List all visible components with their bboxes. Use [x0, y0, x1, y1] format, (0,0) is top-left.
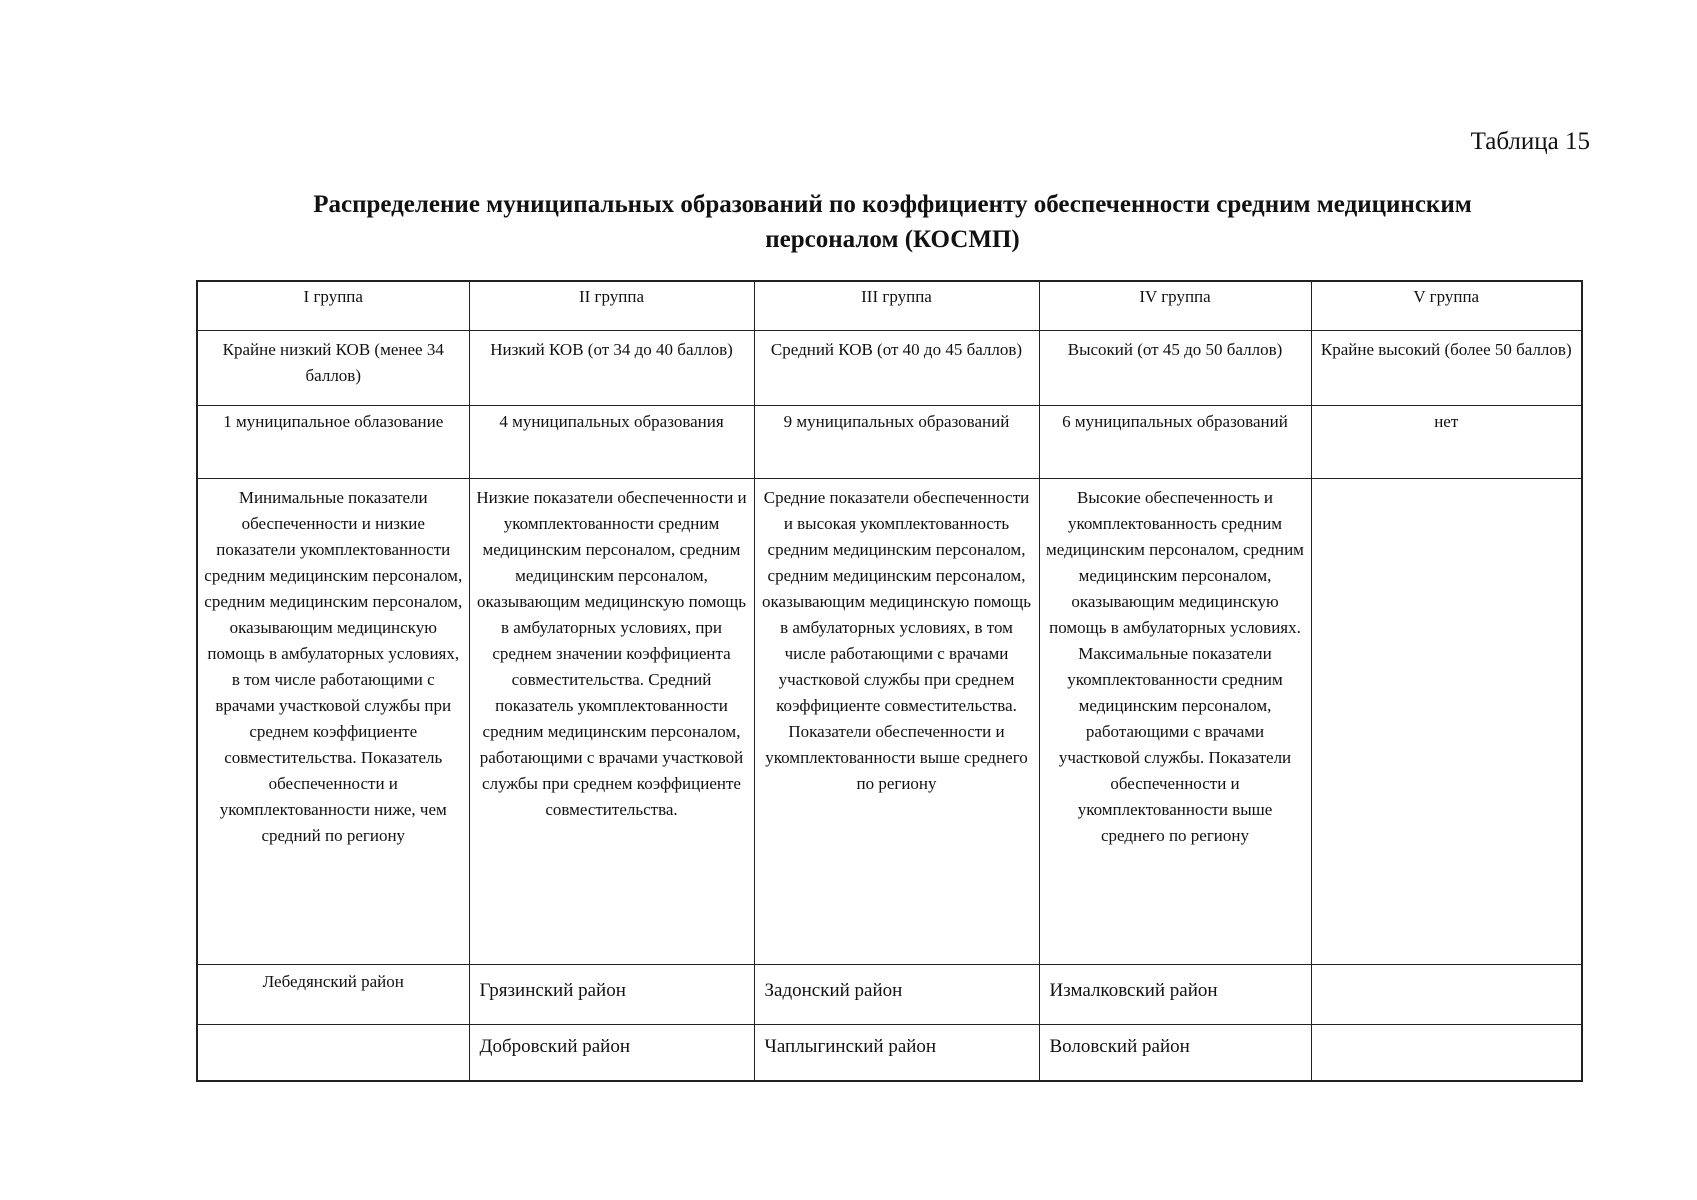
district-cell: Задонский район [754, 965, 1039, 1025]
municipality-count-cell: 9 муниципальных образований [754, 406, 1039, 479]
score-range-row [197, 331, 1582, 406]
municipality-count-cell: 1 муниципальное облазование [197, 406, 469, 479]
municipality-count-cell: нет [1311, 406, 1582, 479]
district-cell: Грязинский район [469, 965, 754, 1025]
title-line-1: Распределение муниципальных образований по коэффициенту обеспеченности средним медицинским [313, 191, 1472, 218]
municipality-count-row [197, 406, 1582, 479]
table-number: Таблица 15 [1470, 128, 1590, 155]
district-cell: Чаплыгинский район [754, 1025, 1039, 1082]
group-header-cell: III группа [754, 281, 1039, 331]
description-row [197, 479, 1582, 965]
description-cell: Высокие обеспеченность и укомплектованность средним медицинским персоналом, средним медицинским персоналом, оказывающим медицинскую помощь в амбулаторных условиях. Максимальные показатели укомплектованности средним медицинским персоналом, работающими с врачами участковой службы. Показатели обеспеченности и укомплектованности выше среднего по региону [1039, 479, 1311, 965]
district-cell: Лебедянский район [197, 965, 469, 1025]
district-row [197, 965, 1582, 1025]
description-cell: Минимальные показатели обеспеченности и низкие показатели укомплектованности средним медицинским персоналом, средним медицинским персоналом, оказывающим медицинскую помощь в амбулаторных условиях, в том числе работающими с врачами участковой службы при среднем коэффициенте совместительства. Показатель обеспеченности и укомплектованности ниже, чем средний по региону [197, 479, 469, 965]
district-row [197, 1025, 1582, 1082]
district-cell: Добровский район [469, 1025, 754, 1082]
group-header-cell: II группа [469, 281, 754, 331]
score-range-cell: Крайне высокий (более 50 баллов) [1311, 331, 1582, 406]
group-header-cell: IV группа [1039, 281, 1311, 331]
score-range-cell: Средний КОВ (от 40 до 45 баллов) [754, 331, 1039, 406]
document-title [180, 187, 1605, 257]
district-cell: Воловский район [1039, 1025, 1311, 1082]
score-range-cell: Крайне низкий КОВ (менее 34 баллов) [197, 331, 469, 406]
group-header-cell: I группа [197, 281, 469, 331]
municipality-count-cell: 4 муниципальных образования [469, 406, 754, 479]
description-cell: Средние показатели обеспеченности и высокая укомплектованность средним медицинским персоналом, средним медицинским персоналом, оказывающим медицинскую помощь в амбулаторных условиях, в том числе работающими с врачами участковой службы при среднем коэффициенте совместительства. Показатели обеспеченности и укомплектованности выше среднего по региону [754, 479, 1039, 965]
district-cell [1311, 965, 1582, 1025]
title-line-2: персоналом (КОСМП) [765, 226, 1020, 253]
district-cell [197, 1025, 469, 1082]
group-header-row [197, 281, 1582, 331]
district-cell: Измалковский район [1039, 965, 1311, 1025]
district-cell [1311, 1025, 1582, 1082]
score-range-cell: Низкий КОВ (от 34 до 40 баллов) [469, 331, 754, 406]
score-range-cell: Высокий (от 45 до 50 баллов) [1039, 331, 1311, 406]
group-header-cell: V группа [1311, 281, 1582, 331]
kosmp-distribution-table [196, 280, 1583, 1082]
description-cell: Низкие показатели обеспеченности и укомплектованности средним медицинским персоналом, средним медицинским персоналом, оказывающим медицинскую помощь в амбулаторных условиях, при среднем значении коэффициента совместительства. Средний показатель укомплектованности средним медицинским персоналом, работающими с врачами участковой службы при среднем коэффициенте совместительства. [469, 479, 754, 965]
description-cell [1311, 479, 1582, 965]
municipality-count-cell: 6 муниципальных образований [1039, 406, 1311, 479]
